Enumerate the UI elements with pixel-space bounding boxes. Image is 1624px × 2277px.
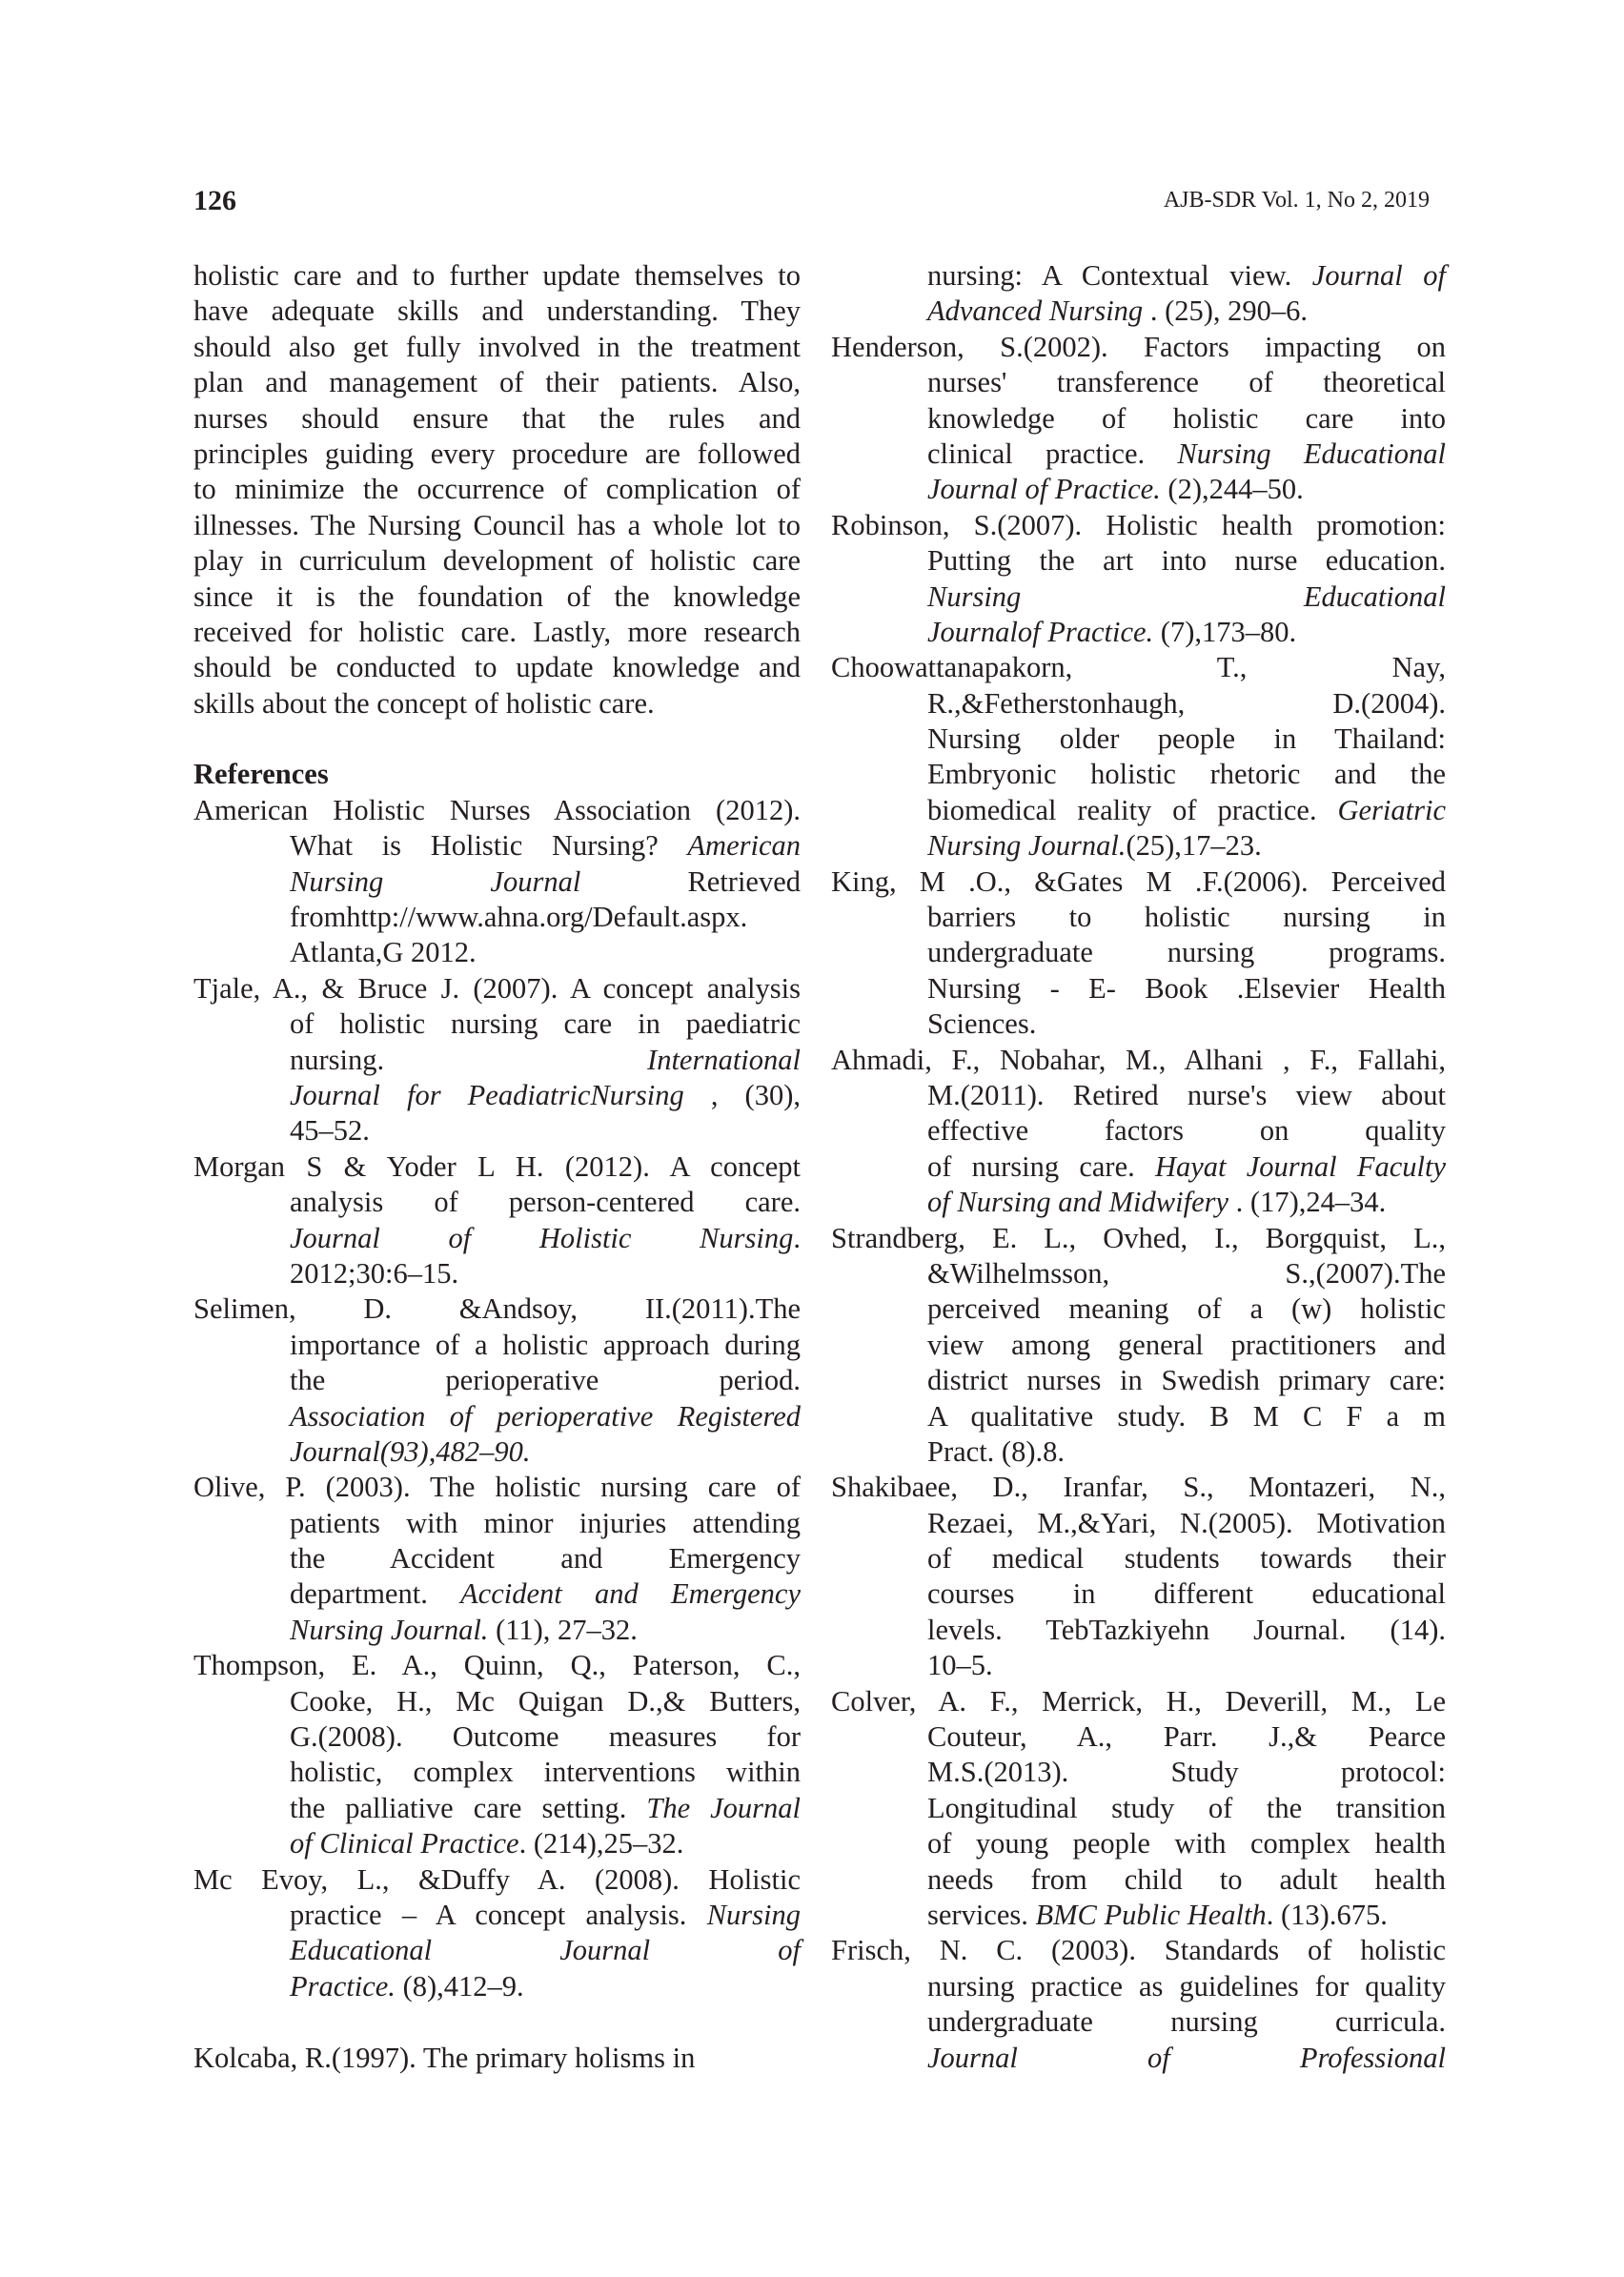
reference-text: Rezaei, M.,&Yari, N.(2005). Motivation xyxy=(927,1506,1446,1539)
text-line: received for holistic care. Lastly, more research xyxy=(193,615,801,648)
reference-text: King, M .O., &Gates M .F.(2006). Perceived xyxy=(831,864,1446,898)
reference-line xyxy=(831,1791,1446,1826)
reference-line xyxy=(193,1328,801,1363)
reference-text: What is Holistic Nursing? xyxy=(290,829,688,863)
page-number: 126 xyxy=(193,185,236,216)
references-heading: References xyxy=(193,758,329,791)
reference-entry xyxy=(831,258,1446,330)
reference-line xyxy=(831,1078,1446,1113)
reference-line xyxy=(193,1185,801,1220)
reference-text: practice – A concept analysis. xyxy=(290,1898,707,1931)
reference-line xyxy=(193,1826,801,1861)
reference-text: courses in different educational xyxy=(927,1577,1446,1611)
reference-text: Longitudinal study of the transition xyxy=(927,1791,1446,1824)
reference-text: Thompson, E. A., Quinn, Q., Paterson, C., xyxy=(193,1649,801,1682)
reference-line xyxy=(831,935,1446,970)
reference-line xyxy=(831,1506,1446,1541)
reference-text: . (13).675. xyxy=(1266,1898,1388,1931)
right-column xyxy=(831,258,1446,2076)
journal-title: Advanced Nursing xyxy=(927,295,1144,328)
reference-line xyxy=(831,900,1446,935)
reference-text: &Wilhelmsson, S.,(2007).The xyxy=(927,1256,1446,1290)
reference-entry xyxy=(831,864,1446,1043)
reference-text: of medical students towards their xyxy=(927,1542,1446,1576)
journal-title: Nursing Educational xyxy=(1177,437,1446,470)
reference-line xyxy=(193,1506,801,1541)
text-line: since it is the foundation of the knowledge xyxy=(193,579,801,613)
text-line: should also get fully involved in the treatment xyxy=(193,330,801,363)
reference-entry xyxy=(193,1648,801,1861)
reference-line xyxy=(193,864,801,900)
reference-text: undergraduate nursing curricula. xyxy=(927,2005,1446,2039)
reference-text: Pract. (8).8. xyxy=(927,1434,1065,1468)
reference-line xyxy=(831,258,1446,294)
left-column xyxy=(193,258,801,2076)
reference-text: patients with minor injuries attending xyxy=(290,1506,801,1539)
journal-title: Practice. xyxy=(290,1969,396,2003)
reference-text: Shakibaee, D., Iranfar, S., Montazeri, N., xyxy=(831,1471,1446,1504)
reference-text: (11), 27–32. xyxy=(488,1613,638,1646)
reference-line xyxy=(831,1256,1446,1291)
reference-line xyxy=(831,1113,1446,1149)
text-line: should be conducted to update knowledge and xyxy=(193,651,801,684)
reference-line xyxy=(193,1221,801,1256)
reference-text: Sciences. xyxy=(927,1007,1037,1041)
reference-line xyxy=(831,971,1446,1006)
reference-line xyxy=(831,472,1446,507)
reference-text: services. xyxy=(927,1898,1036,1931)
reference-text: American Holistic Nurses Association (2012). xyxy=(193,793,801,826)
text-line: principles guiding every procedure are followed xyxy=(193,437,801,470)
reference-text: . (214),25–32. xyxy=(518,1827,684,1860)
reference-text: Henderson, S.(2002). Factors impacting on xyxy=(831,330,1446,363)
reference-line xyxy=(831,1185,1446,1220)
reference-line xyxy=(831,1862,1446,1898)
reference-text: nursing: A Contextual view. xyxy=(927,259,1312,292)
journal-title: Journalof Practice. xyxy=(927,615,1154,648)
reference-text: 45–52. xyxy=(290,1114,370,1148)
reference-text: Retrieved xyxy=(580,864,801,898)
reference-line xyxy=(193,2041,801,2076)
reference-line xyxy=(193,1755,801,1790)
reference-entry xyxy=(193,793,801,971)
reference-text: Couteur, A., Parr. J.,& Pearce xyxy=(927,1720,1446,1754)
reference-text: nursing. xyxy=(290,1043,648,1076)
reference-line xyxy=(193,1791,801,1826)
reference-line xyxy=(831,294,1446,329)
journal-title: Association of perioperative Registered xyxy=(290,1399,801,1433)
reference-line xyxy=(831,1648,1446,1683)
reference-text: of young people with complex health xyxy=(927,1827,1446,1860)
reference-text: Mc Evoy, L., &Duffy A. (2008). Holistic xyxy=(193,1862,801,1896)
reference-line xyxy=(831,1363,1446,1398)
reference-line xyxy=(831,686,1446,722)
reference-line xyxy=(193,1078,801,1113)
reference-line xyxy=(193,971,801,1006)
reference-text: Ahmadi, F., Nobahar, M., Alhani , F., Fallahi, xyxy=(831,1043,1446,1076)
reference-line xyxy=(831,757,1446,792)
reference-text: Olive, P. (2003). The holistic nursing care of xyxy=(193,1471,801,1504)
journal-title: Nursing xyxy=(706,1898,801,1931)
text-line: have adequate skills and understanding. They xyxy=(193,295,801,328)
reference-text: the Accident and Emergency xyxy=(290,1542,801,1576)
reference-line xyxy=(831,579,1446,615)
reference-line xyxy=(831,2004,1446,2040)
references-list-right xyxy=(831,258,1446,2076)
journal-title: of Nursing and Midwifery xyxy=(927,1186,1229,1219)
reference-line xyxy=(193,1576,801,1612)
reference-text: , (30), xyxy=(683,1078,801,1111)
reference-line xyxy=(831,1221,1446,1256)
reference-text: Kolcaba, R.(1997). The primary holisms in xyxy=(193,2041,696,2074)
reference-text: Nursing older people in Thailand: xyxy=(927,722,1446,756)
reference-line xyxy=(831,1399,1446,1434)
reference-line xyxy=(193,1898,801,1933)
reference-line xyxy=(193,1648,801,1683)
reference-line xyxy=(831,1898,1446,1933)
reference-text: Choowattanapakorn, T., Nay, xyxy=(831,651,1446,684)
reference-line xyxy=(831,1933,1446,1968)
reference-text: Tjale, A., & Bruce J. (2007). A concept analysis xyxy=(193,971,801,1005)
reference-text: clinical practice. xyxy=(927,437,1178,470)
reference-text: perceived meaning of a (w) holistic xyxy=(927,1292,1446,1326)
reference-text: M.S.(2013). Study protocol: xyxy=(927,1756,1446,1789)
reference-text: analysis of person-centered care. xyxy=(290,1186,801,1219)
reference-line xyxy=(831,1043,1446,1078)
reference-text: holistic, complex interventions within xyxy=(290,1756,801,1789)
text-line: to minimize the occurrence of complication of xyxy=(193,473,801,506)
reference-line xyxy=(831,1470,1446,1505)
reference-text: department. xyxy=(290,1577,461,1611)
reference-text: 10–5. xyxy=(927,1649,993,1682)
journal-title: Journal of Holistic Nursing xyxy=(290,1221,794,1254)
reference-text: Nursing - E- Book .Elsevier Health xyxy=(927,971,1446,1005)
journal-title: Journal of Professional xyxy=(927,2041,1446,2074)
reference-line xyxy=(831,864,1446,900)
reference-entry xyxy=(831,1933,1446,2076)
reference-text: of nursing care. xyxy=(927,1149,1155,1183)
spacer xyxy=(193,722,801,757)
reference-line xyxy=(831,1684,1446,1719)
text-line: play in curriculum development of holistic care xyxy=(193,544,801,578)
reference-entry xyxy=(831,1470,1446,1683)
reference-line xyxy=(831,543,1446,579)
reference-line xyxy=(831,401,1446,437)
reference-text: biomedical reality of practice. xyxy=(927,793,1338,826)
reference-line xyxy=(193,1719,801,1755)
references-list-left xyxy=(193,793,801,2076)
reference-line xyxy=(193,1043,801,1078)
reference-entry xyxy=(831,508,1446,651)
reference-line xyxy=(831,615,1446,650)
reference-line xyxy=(193,828,801,864)
reference-line xyxy=(831,1291,1446,1327)
reference-text: . (17),24–34. xyxy=(1228,1186,1387,1219)
reference-text: . xyxy=(793,1221,801,1254)
reference-line xyxy=(193,1399,801,1434)
reference-text: Colver, A. F., Merrick, H., Deverill, M., Le xyxy=(831,1684,1446,1718)
reference-line xyxy=(831,828,1446,864)
body-paragraph xyxy=(193,258,801,722)
reference-text: Atlanta,G 2012. xyxy=(290,936,477,969)
reference-line xyxy=(193,1434,801,1470)
reference-entry xyxy=(831,330,1446,508)
reference-text: 2012;30:6–15. xyxy=(290,1256,459,1290)
reference-line xyxy=(193,793,801,828)
reference-text: . (25), 290–6. xyxy=(1143,295,1309,328)
reference-line xyxy=(831,1149,1446,1185)
reference-line xyxy=(193,900,801,935)
reference-line xyxy=(193,1363,801,1398)
journal-title: Journal of xyxy=(1311,259,1446,292)
running-head: AJB-SDR Vol. 1, No 2, 2019 xyxy=(1163,188,1430,213)
reference-line xyxy=(831,1576,1446,1612)
reference-text: (2),244–50. xyxy=(1160,473,1304,506)
reference-entry xyxy=(193,1862,801,2005)
reference-text: nurses' transference of theoretical xyxy=(927,366,1446,399)
journal-title: Geriatric xyxy=(1337,793,1446,826)
reference-line xyxy=(831,1826,1446,1861)
reference-text: effective factors on quality xyxy=(927,1114,1446,1148)
journal-title: International xyxy=(647,1043,801,1076)
reference-text: Selimen, D. &Andsoy, II.(2011).The xyxy=(193,1292,801,1326)
reference-entry xyxy=(831,1221,1446,1471)
reference-text: undergraduate nursing programs. xyxy=(927,936,1446,969)
reference-line xyxy=(193,1541,801,1576)
reference-text: needs from child to adult health xyxy=(927,1862,1446,1896)
reference-line xyxy=(193,1470,801,1505)
reference-line xyxy=(831,365,1446,400)
reference-line xyxy=(831,2041,1446,2076)
reference-text: nursing practice as guidelines for quality xyxy=(927,1969,1446,2003)
reference-line xyxy=(831,1755,1446,1790)
reference-line xyxy=(831,1969,1446,2004)
reference-line xyxy=(193,1969,801,2004)
reference-line xyxy=(831,1434,1446,1470)
reference-line xyxy=(831,1613,1446,1648)
journal-title: Nursing Educational xyxy=(927,579,1446,613)
journal-title: Nursing Journal. xyxy=(927,829,1127,863)
reference-text: importance of a holistic approach during xyxy=(290,1328,801,1361)
journal-title: Journal(93),482–90. xyxy=(290,1434,531,1468)
reference-text: Putting the art into nurse education. xyxy=(927,544,1446,578)
reference-line xyxy=(193,1256,801,1291)
journal-title: American xyxy=(687,829,801,863)
reference-line xyxy=(831,793,1446,828)
reference-line xyxy=(831,1328,1446,1363)
reference-entry xyxy=(831,1684,1446,1934)
reference-line xyxy=(193,1113,801,1149)
reference-entry xyxy=(193,1149,801,1292)
spacer xyxy=(193,2004,801,2040)
journal-title: Nursing Journal. xyxy=(290,1613,489,1646)
reference-text: (25),17–23. xyxy=(1126,829,1262,863)
reference-text: Morgan S & Yoder L H. (2012). A concept xyxy=(193,1149,801,1183)
journal-title: of Clinical Practice xyxy=(290,1827,519,1860)
journal-title: Journal for PeadiatricNursing xyxy=(290,1078,684,1111)
reference-text: Strandberg, E. L., Ovhed, I., Borgquist, L., xyxy=(831,1221,1446,1254)
text-line: plan and management of their patients. Also, xyxy=(193,366,801,399)
text-line: nurses should ensure that the rules and xyxy=(193,401,801,435)
reference-text: the perioperative period. xyxy=(290,1364,801,1397)
reference-text: G.(2008). Outcome measures for xyxy=(290,1720,801,1754)
reference-line xyxy=(193,935,801,970)
reference-text: district nurses in Swedish primary care: xyxy=(927,1364,1446,1397)
journal-title: Hayat Journal Faculty xyxy=(1154,1149,1446,1183)
reference-line xyxy=(831,650,1446,685)
reference-text: view among general practitioners and xyxy=(927,1328,1446,1361)
journal-title: Educational Journal of xyxy=(290,1934,801,1967)
reference-text: knowledge of holistic care into xyxy=(927,401,1446,435)
journal-title: Nursing Journal xyxy=(290,864,581,898)
reference-line xyxy=(831,1719,1446,1755)
reference-entry xyxy=(193,1470,801,1648)
journal-title: Journal of Practice. xyxy=(927,473,1161,506)
reference-text: the palliative care setting. xyxy=(290,1791,647,1824)
reference-entry xyxy=(193,971,801,1149)
reference-line xyxy=(193,1862,801,1898)
reference-text: levels. TebTazkiyehn Journal. (14). xyxy=(927,1613,1446,1646)
reference-text: Embryonic holistic rhetoric and the xyxy=(927,758,1446,791)
reference-text: Cooke, H., Mc Quigan D.,& Butters, xyxy=(290,1684,801,1718)
reference-line xyxy=(831,508,1446,543)
reference-line xyxy=(193,1149,801,1185)
journal-title: Accident and Emergency xyxy=(460,1577,801,1611)
journal-title: The Journal xyxy=(646,1791,801,1824)
reference-text: M.(2011). Retired nurse's view about xyxy=(927,1078,1446,1111)
text-line: illnesses. The Nursing Council has a whole lot to xyxy=(193,508,801,541)
reference-line xyxy=(831,437,1446,472)
reference-line xyxy=(831,330,1446,365)
reference-text: (7),173–80. xyxy=(1153,615,1297,648)
reference-text: Frisch, N. C. (2003). Standards of holistic xyxy=(831,1934,1446,1967)
reference-line xyxy=(193,1933,801,1968)
journal-title: BMC Public Health xyxy=(1035,1898,1267,1931)
reference-line xyxy=(831,1541,1446,1576)
text-line: skills about the concept of holistic care. xyxy=(193,686,655,720)
reference-entry xyxy=(831,1043,1446,1221)
reference-entry xyxy=(831,650,1446,864)
reference-text: fromhttp://www.ahna.org/Default.aspx. xyxy=(290,901,748,934)
reference-text: of holistic nursing care in paediatric xyxy=(290,1007,801,1041)
reference-text: R.,&Fetherstonhaugh, D.(2004). xyxy=(927,686,1446,720)
reference-line xyxy=(193,1613,801,1648)
reference-text: Robinson, S.(2007). Holistic health promotion: xyxy=(831,508,1446,541)
reference-text: barriers to holistic nursing in xyxy=(927,901,1446,934)
reference-line xyxy=(193,1291,801,1327)
reference-entry xyxy=(193,1291,801,1470)
reference-entry xyxy=(193,2041,801,2076)
reference-line xyxy=(193,1684,801,1719)
text-line: holistic care and to further update themselves to xyxy=(193,259,801,292)
reference-line xyxy=(193,1006,801,1042)
reference-text: (8),412–9. xyxy=(395,1969,524,2003)
reference-line xyxy=(831,1006,1446,1042)
reference-text: A qualitative study. B M C F a m xyxy=(927,1399,1446,1433)
reference-line xyxy=(831,722,1446,757)
